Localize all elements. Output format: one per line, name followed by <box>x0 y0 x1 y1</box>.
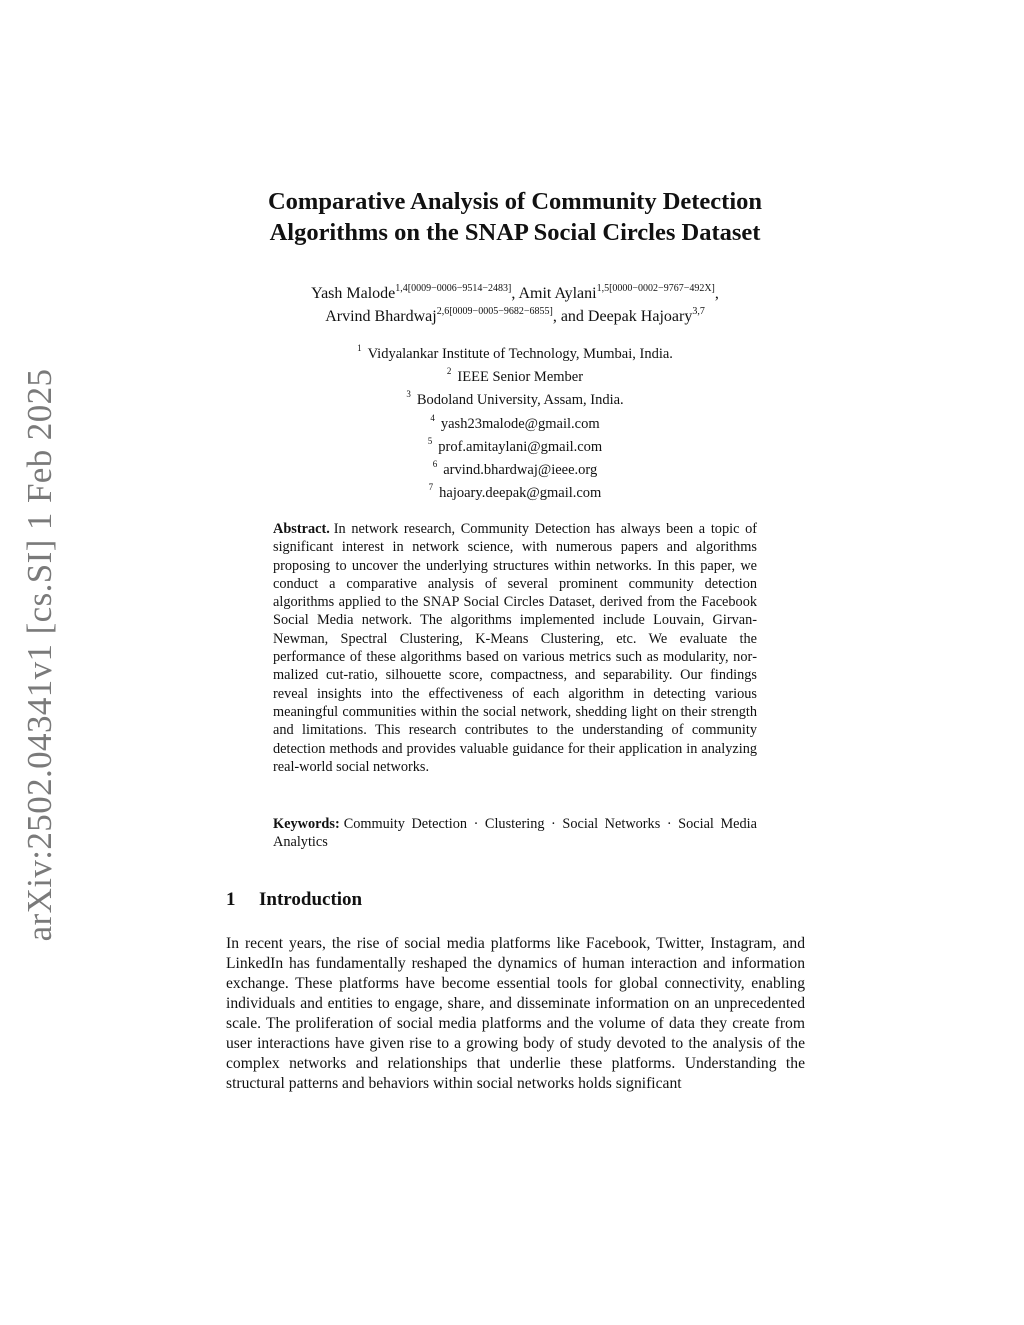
section-heading-introduction <box>226 888 362 912</box>
author-line-1 <box>180 282 850 305</box>
affiliation-number: 1 <box>357 343 362 353</box>
author-line-2 <box>180 305 850 328</box>
author-name: Amit Aylani <box>518 285 597 302</box>
author-separator: , <box>511 285 519 302</box>
affiliation-item <box>180 340 850 363</box>
affiliation-list <box>180 340 850 503</box>
author-superscript: 1,4[0009−0006−9514−2483] <box>395 282 512 294</box>
title-line-2: Algorithms on the SNAP Social Circles Dataset <box>269 219 761 246</box>
section-number: 1 <box>226 889 236 910</box>
affiliation-text: IEEE Senior Member <box>457 369 584 386</box>
keywords-text: Commuity Detection · Clustering · Social Networks · Social Media Analytics <box>273 816 757 851</box>
paper-title <box>180 186 850 248</box>
affiliation-item <box>180 456 850 479</box>
affiliation-item <box>180 363 850 386</box>
affiliation-item <box>180 479 850 502</box>
affiliation-item <box>180 410 850 433</box>
keywords-block <box>273 815 757 852</box>
affiliation-text: Vidyalankar Institute of Technology, Mumbai, India. <box>367 345 673 362</box>
keywords-label: Keywords: <box>273 816 340 832</box>
affiliation-item <box>180 433 850 456</box>
author-name: Yash Malode <box>311 285 396 302</box>
author-superscript: 2,6[0009−0005−9682−6855] <box>436 305 553 317</box>
affiliation-number: 6 <box>432 459 438 470</box>
affiliation-number: 3 <box>406 389 411 400</box>
affiliation-item <box>180 386 850 409</box>
abstract-label: Abstract. <box>273 521 330 537</box>
author-separator: , <box>714 285 719 302</box>
affiliation-number: 5 <box>427 435 433 446</box>
author-superscript: 3,7 <box>692 305 705 317</box>
affiliation-text: Bodoland University, Assam, India. <box>416 392 624 409</box>
section-title: Introduction <box>259 889 363 910</box>
affiliation-email: hajoary.deepak@gmail.com <box>439 485 602 502</box>
affiliation-email: arvind.bhardwaj@ieee.org <box>443 462 598 478</box>
author-name: Deepak Hajoary <box>587 308 693 325</box>
abstract-text: In network research, Community Detection has always been a topic of significant interest in network science, with numerous papers and algorithms proposing to uncover the underlying structures within networks. In this paper, we conduct a comparative analysis of several prominent community detection algorithms applied to the SNAP Social Circles Dataset, derived from the Facebook Social Media network. The algorithms implemented include Louvain, Girvan-Newman, Spectral Clustering, K-Means Clustering, etc. We evaluate the performance of these algorithms based on various metrics such as modularity, normalized cut-ratio, silhouette score, compactness, and separability. Our findings reveal insights into the effectiveness of each algorithm in detecting various meaningful communities within the social network, shedding light on their strength and limitations. This research contributes to the understanding of community detection methods and provides valuable guidance for their application in analyzing real-world social networks. <box>273 521 757 775</box>
author-superscript: 1,5[0000−0002−9767−492X] <box>596 282 715 294</box>
affiliation-number: 4 <box>430 412 435 423</box>
author-list <box>180 282 850 328</box>
title-line-1: Comparative Analysis of Community Detection <box>267 188 763 215</box>
author-separator: , and <box>552 308 588 325</box>
affiliation-email: prof.amitaylani@gmail.com <box>438 438 603 455</box>
affiliation-number: 7 <box>428 482 434 493</box>
introduction-paragraph: In recent years, the rise of social media platforms like Facebook, Twitter, Instagram, and LinkedIn has fundamentally reshaped the dynamics of human interaction and information exchange. These platforms have become essential tools for global connectivity, enabling individuals and entities to engage, share, and disseminate information on an unprecedented scale. The proliferation of social media platforms and the volume of data they create from user interactions have given rise to a growing body of study devoted to the analysis of the complex networks and relationships that underlie these platforms. Understanding the structural patterns and behaviors within social networks holds significant <box>226 935 805 1092</box>
affiliation-email: yash23malode@gmail.com <box>440 415 600 432</box>
affiliation-number: 2 <box>446 366 452 377</box>
author-name: Arvind Bhardwaj <box>325 308 437 325</box>
abstract-block <box>273 520 757 776</box>
arxiv-identifier-stamp: arXiv:2502.04341v1 [cs.SI] 1 Feb 2025 <box>20 368 59 942</box>
